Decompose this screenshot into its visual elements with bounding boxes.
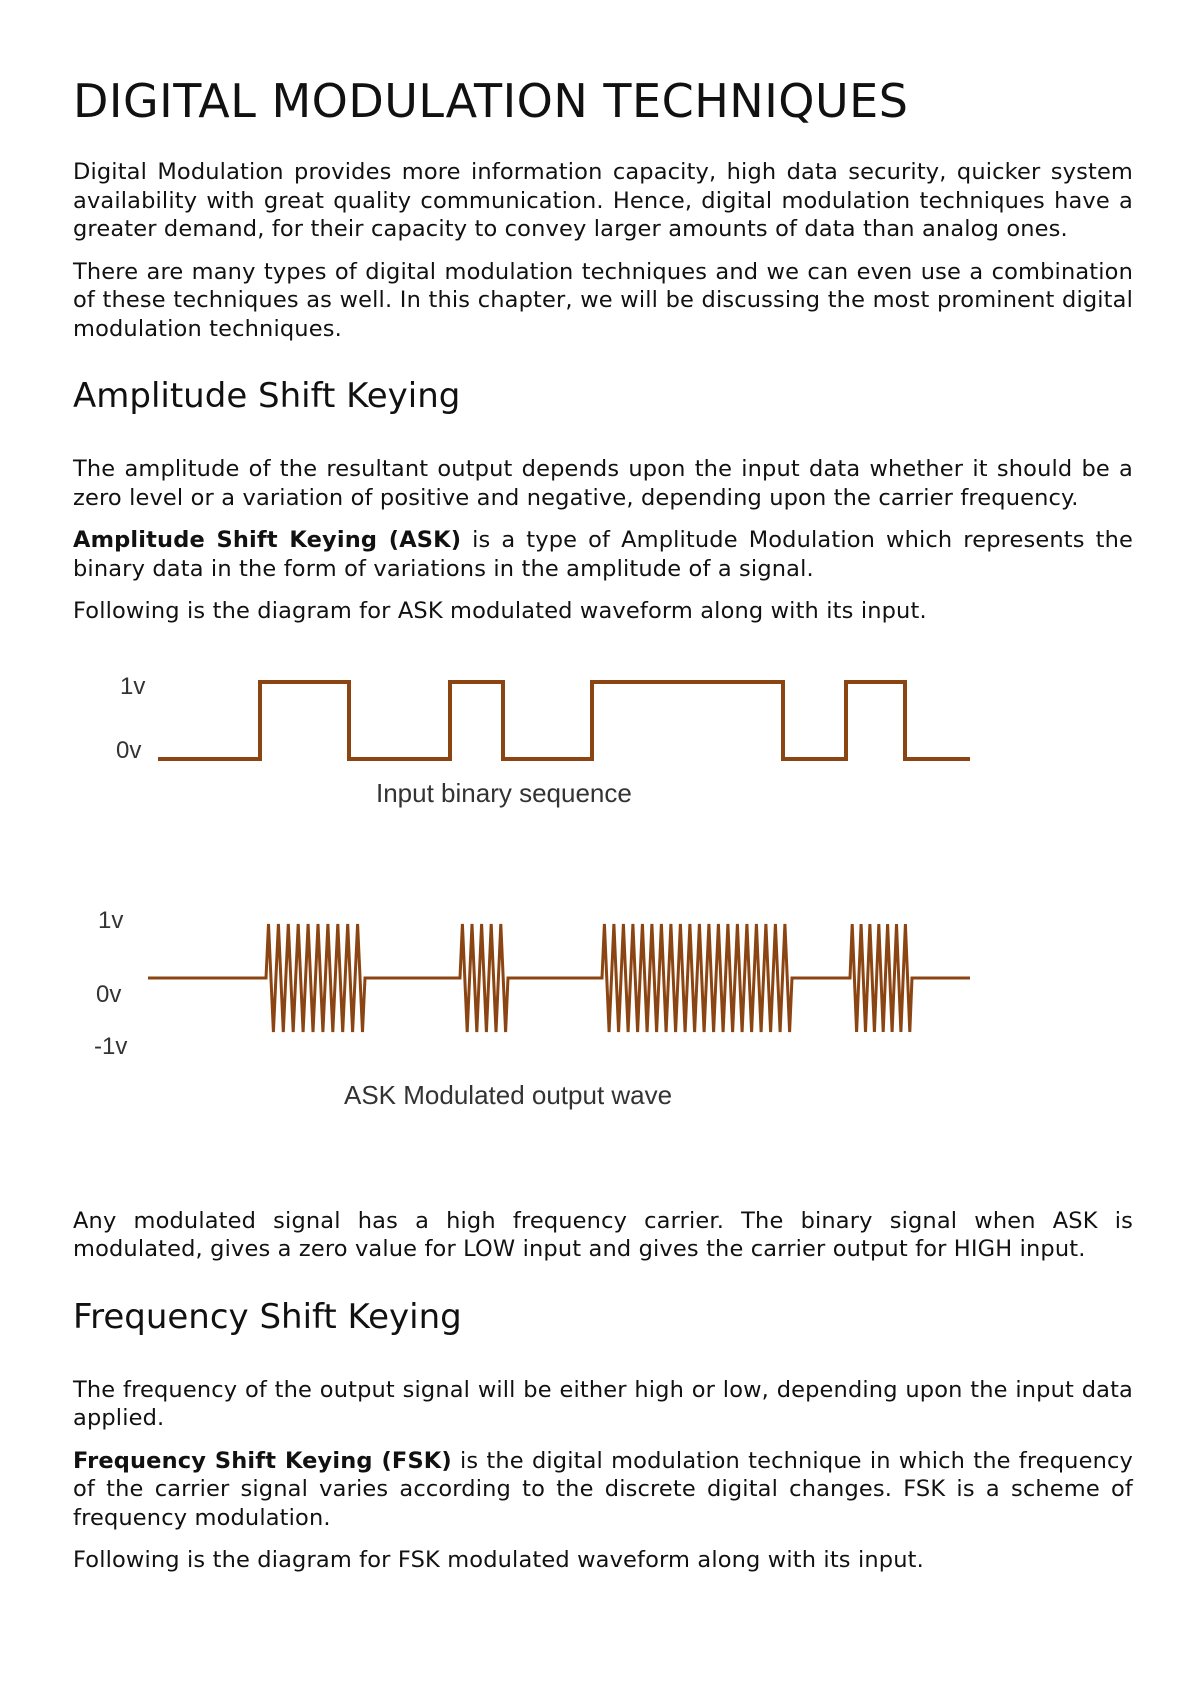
ask-heading: Amplitude Shift Keying: [73, 376, 461, 416]
fsk-paragraph-2: [73, 1447, 1133, 1533]
fsk-definition: is the digital modulation technique in which the frequency of the carrier signal varies according to the discrete digital changes. FSK is a scheme of frequency modulation.: [73, 1447, 1133, 1531]
ask-paragraph-4: Any modulated signal has a high frequency carrier. The binary signal when ASK is modulated, gives a zero value for LOW input and gives the carrier output for HIGH input.: [73, 1207, 1133, 1262]
document-page: [73, 70, 1133, 1589]
ask-term: Amplitude Shift Keying (ASK): [73, 527, 462, 553]
ask-definition: is a type of Amplitude Modulation which represents the binary data in the form of variations in the amplitude of a signal.: [73, 527, 1134, 582]
ask-paragraph-2: [73, 526, 1133, 583]
fsk-paragraph-3: Following is the diagram for FSK modulated waveform along with its input.: [73, 1547, 924, 1573]
output-zero-label: 0v: [96, 980, 122, 1008]
document-title: DIGITAL MODULATION TECHNIQUES: [73, 74, 909, 128]
ask-paragraph-1: The amplitude of the resultant output depends upon the input data whether it should be a zero level or a variation of positive and negative, depending upon the carrier frequency.: [73, 456, 1133, 511]
ask-paragraph-3: Following is the diagram for ASK modulated waveform along with its input.: [73, 598, 927, 624]
ask-output-waveform: [148, 924, 970, 1032]
input-binary-waveform: [158, 682, 970, 759]
output-pos-label: 1v: [98, 906, 124, 934]
ask-waveform-svg: [0, 640, 1200, 1185]
ask-diagram: [73, 640, 1133, 1185]
fsk-term: Frequency Shift Keying (FSK): [73, 1447, 452, 1474]
output-caption: ASK Modulated output wave: [344, 1079, 673, 1110]
input-low-label: 0v: [116, 736, 142, 764]
fsk-paragraph-1: The frequency of the output signal will be either high or low, depending upon the input data applied.: [73, 1376, 1133, 1431]
input-caption: Input binary sequence: [376, 777, 632, 808]
input-high-label: 1v: [120, 672, 146, 700]
intro-paragraph-2: There are many types of digital modulation techniques and we can even use a combination of these techniques as well. In this chapter, we will be discussing the most prominent digital modulation techniques.: [73, 258, 1133, 342]
output-neg-label: -1v: [94, 1032, 128, 1060]
fsk-heading: Frequency Shift Keying: [73, 1296, 462, 1337]
intro-paragraph-1: Digital Modulation provides more information capacity, high data security, quicker system availability with great quality communication. Hence, digital modulation techniques have a greater demand, for their capacity to convey larger amounts of data than analog ones.: [73, 159, 1133, 242]
